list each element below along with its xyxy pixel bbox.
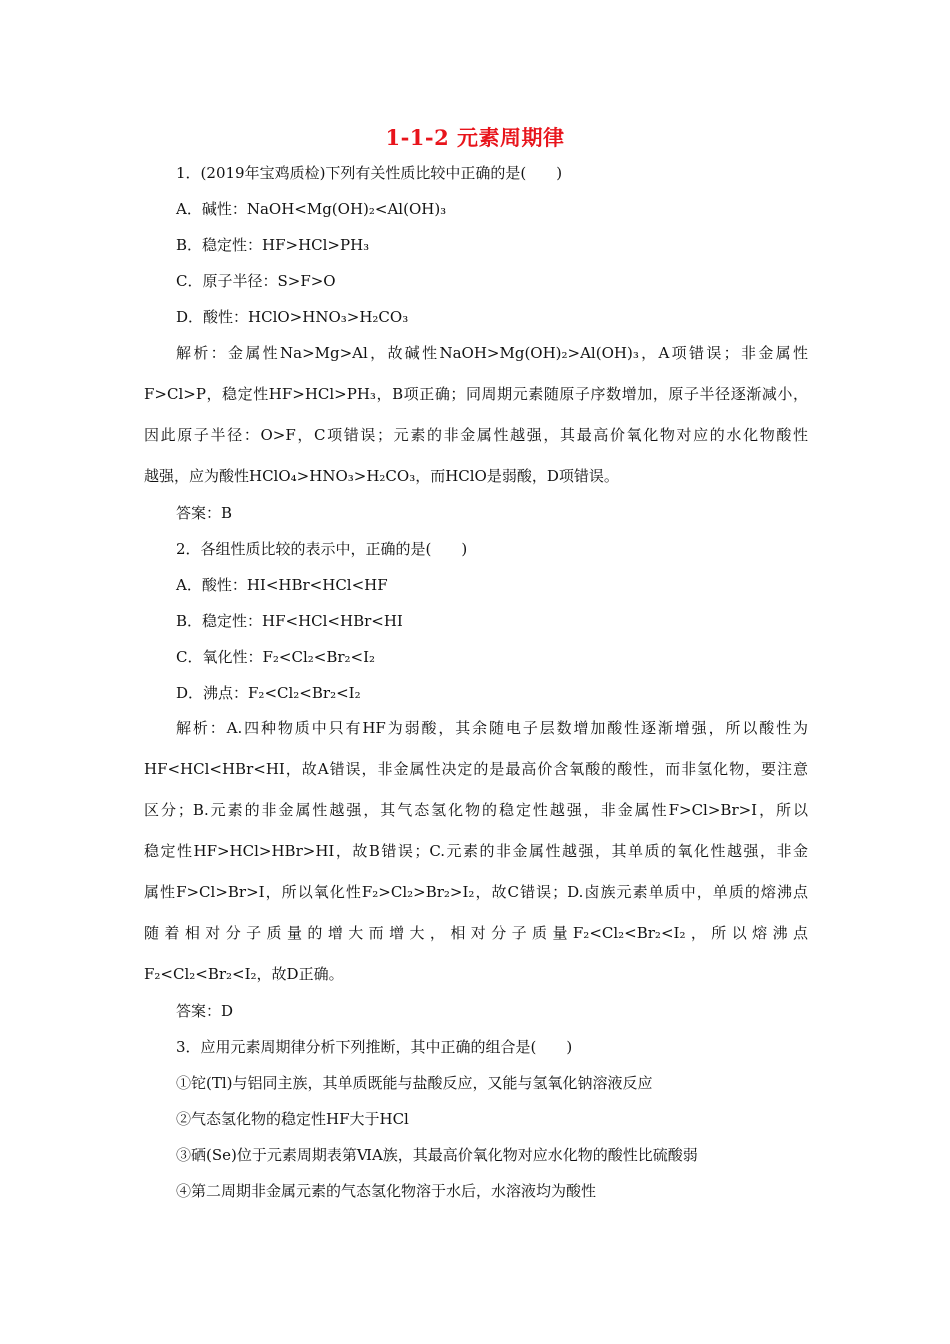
question-2-stem: 2．各组性质比较的表示中，正确的是( ): [176, 540, 468, 558]
question-2-analysis-line: F₂<Cl₂<Br₂<I₂，故D正确。: [144, 965, 344, 983]
question-2-option-d: D．沸点：F₂<Cl₂<Br₂<I₂: [176, 684, 361, 702]
question-2-analysis-line: 解析：A.四种物质中只有HF为弱酸，其余随电子层数增加酸性逐渐增强，所以酸性为: [176, 719, 808, 737]
question-1-option-c: C．原子半径：S>F>O: [176, 272, 336, 290]
question-2-analysis-line: HF<HCl<HBr<HI，故A错误，非金属性决定的是最高价含氧酸的酸性，而非氢化物，要注意: [144, 760, 808, 778]
question-1-option-b: B．稳定性：HF>HCl>PH₃: [176, 236, 370, 254]
question-2-analysis-line: 区分；B.元素的非金属性越强，其气态氢化物的稳定性越强，非金属性F>Cl>Br>I，所以: [144, 801, 808, 819]
question-1-stem: 1．(2019年宝鸡质检)下列有关性质比较中正确的是( ): [176, 164, 563, 182]
question-3-item: ①铊(Tl)与铝同主族，其单质既能与盐酸反应，又能与氢氧化钠溶液反应: [176, 1074, 653, 1092]
question-2-analysis-line: 随着相对分子质量的增大而增大，相对分子质量F₂<Cl₂<Br₂<I₂，所以熔沸点: [144, 924, 808, 942]
question-1-option-a: A．碱性：NaOH<Mg(OH)₂<Al(OH)₃: [176, 200, 447, 218]
page-title: 1-1-2 元素周期律: [385, 125, 565, 150]
question-3-stem: 3．应用元素周期律分析下列推断，其中正确的组合是( ): [176, 1038, 573, 1056]
question-2-option-b: B．稳定性：HF<HCl<HBr<HI: [176, 612, 403, 630]
question-3-item: ③硒(Se)位于元素周期表第ⅥA族，其最高价氧化物对应水化物的酸性比硫酸弱: [176, 1146, 698, 1164]
question-1-analysis-line: 越强，应为酸性HClO₄>HNO₃>H₂CO₃，而HClO是弱酸，D项错误。: [144, 467, 619, 485]
question-2-analysis-line: 属性F>Cl>Br>I，所以氧化性F₂>Cl₂>Br₂>I₂，故C错误；D.卤族元素单质中，单质的熔沸点: [144, 883, 808, 901]
question-1-analysis-line: F>Cl>P，稳定性HF>HCl>PH₃，B项正确；同周期元素随原子序数增加，原子半径逐渐减小，: [144, 385, 808, 403]
question-1-answer: 答案：B: [176, 504, 233, 522]
question-2-answer: 答案：D: [176, 1002, 234, 1020]
question-3-item: ④第二周期非金属元素的气态氢化物溶于水后，水溶液均为酸性: [176, 1182, 597, 1200]
question-2-option-c: C．氧化性：F₂<Cl₂<Br₂<I₂: [176, 648, 376, 666]
question-1-analysis-line: 解析：金属性Na>Mg>Al，故碱性NaOH>Mg(OH)₂>Al(OH)₃，A项错误；非金属性: [176, 344, 808, 362]
question-2-option-a: A．酸性：HI<HBr<HCl<HF: [176, 576, 388, 594]
question-1-option-d: D．酸性：HClO>HNO₃>H₂CO₃: [176, 308, 409, 326]
question-2-analysis-line: 稳定性HF>HCl>HBr>HI，故B错误；C.元素的非金属性越强，其单质的氧化性越强，非金: [144, 842, 808, 860]
question-1-analysis-line: 因此原子半径：O>F，C项错误；元素的非金属性越强，其最高价氧化物对应的水化物酸性: [144, 426, 808, 444]
question-3-item: ②气态氢化物的稳定性HF大于HCl: [176, 1110, 409, 1128]
